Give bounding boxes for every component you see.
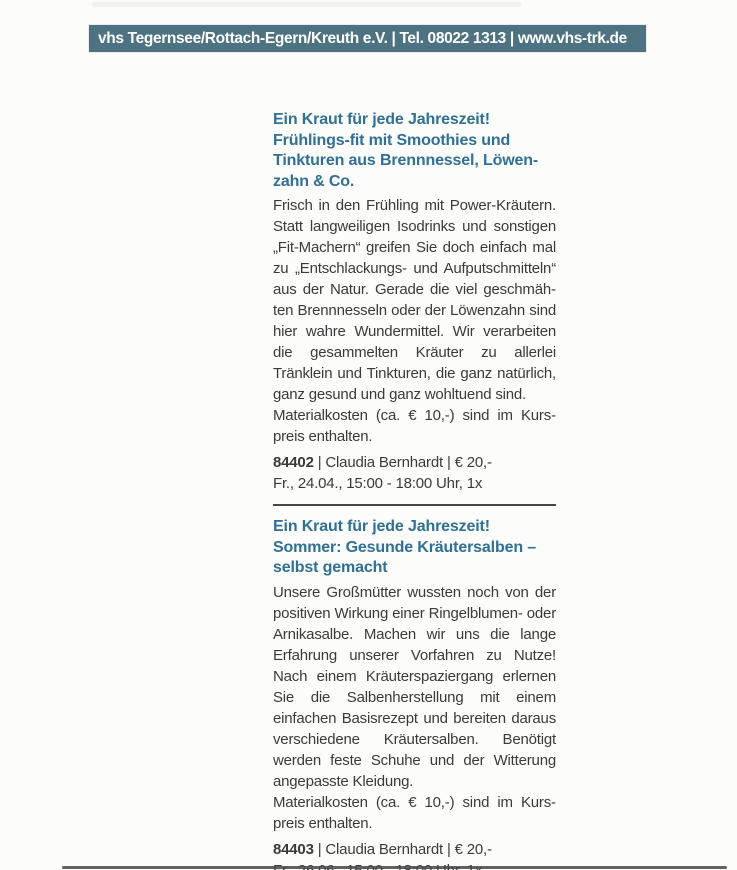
- course-schedule: Fr., 24.04., 15:00 - 18:00 Uhr, 1x: [273, 475, 483, 492]
- instructor-name: Claudia Bernhardt: [325, 454, 443, 471]
- meta-separator: |: [446, 454, 451, 471]
- meta-separator: |: [446, 840, 451, 858]
- course-description: Unsere Großmütter wussten noch von der positiven Wirkung einer Ringelblumen- oder Arnikasalbe. Machen wir uns die lange Erfahrung unserer Vorfahren zu Nutze! Nach einem Kräuterspaziergang erlernen Sie die Salbenherstellung mit einem einfachen Basisrezept und bereiten daraus verschiedene Kräutersalben. Benötigt werden feste Schuhe und der Witterung angepasste Kleidung.: [273, 583, 556, 790]
- course-entry-84403: [273, 517, 556, 870]
- course-number: 84402: [273, 454, 314, 471]
- meta-separator: |: [317, 454, 322, 471]
- course-title: [273, 517, 556, 579]
- instructor-name: Claudia Bernhardt: [325, 840, 443, 858]
- course-price: € 20,-: [454, 454, 492, 471]
- course-separator-line: [273, 504, 556, 506]
- course-title-subject: Sommer: Gesunde Kräutersalben – selbst gemacht: [273, 538, 536, 576]
- course-price: € 20,-: [454, 840, 492, 858]
- course-title-series: Ein Kraut für jede Jahreszeit!: [273, 518, 490, 535]
- header-text: vhs Tegernsee/Rottach-Egern/Kreuth e.V. | Tel. 08022 1313 | www.vhs-trk.de: [98, 29, 627, 47]
- course-title-series: Ein Kraut für jede Jahreszeit!: [273, 111, 490, 128]
- course-description: Frisch in den Frühling mit Power-Kräutern. Statt langweiligen Isodrinks und sonstigen „Fit-Machern“ greifen Sie doch einfach mal zu „Entschlackungs- und Aufputschmitteln“ aus der Natur. Gerade die viel geschmähten Brennnesseln oder der Löwenzahn sind hier wahre Wundermittel. Wir verarbeiten die gesammelten Kräuter zu allerlei Tränklein und Tinkturen, die ganz natürlich, ganz gesund und ganz wohltuend sind.: [273, 197, 556, 403]
- course-entry-84402: [273, 110, 556, 494]
- scan-artifact-top-edge: [92, 2, 522, 7]
- header-bar: [89, 25, 646, 52]
- course-meta: [273, 452, 556, 494]
- course-listings: [273, 110, 556, 870]
- materials-note: Materialkosten (ca. € 10,-) sind im Kurspreis enthalten.: [273, 407, 556, 445]
- materials-note: Materialkosten (ca. € 10,-) sind im Kurspreis enthalten.: [273, 793, 556, 832]
- course-number: 84403: [273, 840, 314, 858]
- meta-separator: |: [317, 840, 322, 858]
- course-title: [273, 110, 556, 192]
- course-title-subject: Frühlings-fit mit Smoothies und Tinkturen aus Brennnessel, Löwenzahn & Co.: [273, 131, 539, 190]
- scan-artifact-bottom-edge: [62, 866, 727, 869]
